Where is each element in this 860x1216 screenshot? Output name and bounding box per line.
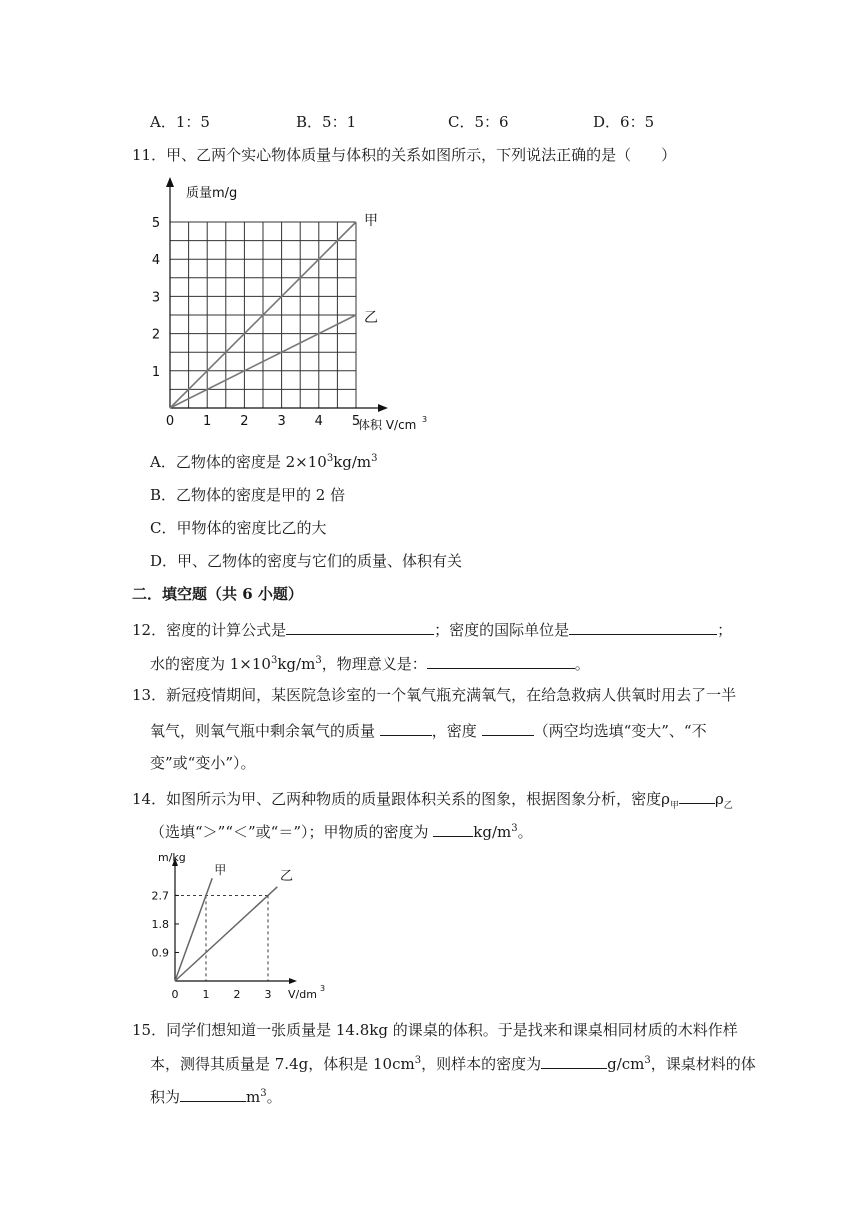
q14-blank-compare[interactable] [679,787,715,804]
q15-line2: 本，测得其质量是 7.4g，体积是 $10cm^3$，则样本的密度为 $g/cm^3$，课桌材料的体 [150,1052,756,1074]
y-axis-arrow [166,177,174,187]
y-tick-label: 3 [151,290,161,306]
q11-option-d: D．甲、乙物体的密度与它们的质量、体积有关 [150,552,463,570]
q10-option-a: A．1：5 [150,113,210,131]
x-tick-label: 2 [240,414,249,429]
series-label-yi: 乙 [280,869,294,884]
q11-stem: 11．甲、乙两个实心物体质量与体积的关系如图所示，下列说法正确的是（ ） [132,146,677,164]
q13-line2: 氧气，则氧气瓶中剩余氧气的质量 ，密度 （两空均选填“变大”、“不 [150,719,707,741]
x-axis-label-sup: 3 [320,984,326,993]
q11-option-c: C．甲物体的密度比乙的大 [150,519,327,537]
q15-blank-density[interactable] [541,1052,607,1069]
q15-line3: 积为 $m^3$。 [150,1085,282,1107]
x-tick-label: 1 [202,988,210,1001]
x-tick-label: 4 [314,414,323,429]
x-tick-label: 5 [351,414,361,429]
q14-chart [140,850,340,1005]
x-axis-label: V/dm [288,988,317,1001]
q11-chart [140,175,428,440]
q13-line3: 变”或“变小”）。 [150,754,256,772]
y-tick-label: 2 [151,327,161,343]
x-axis-arrow [289,978,297,984]
x-tick-label: 3 [264,988,272,1001]
y-tick-label: 1.8 [151,917,169,931]
q15-blank-volume[interactable] [180,1085,246,1102]
q11-labels [152,186,427,432]
q14-series [175,878,277,981]
q12-line1: 12．密度的计算公式是 ；密度的国际单位是 ； [132,618,732,640]
q12-blank-formula[interactable] [286,618,434,635]
y-tick-label: 2.7 [151,889,169,903]
q13-blank-density[interactable] [482,719,534,736]
x-axis-arrow [378,404,388,412]
q12-line2: 水的密度为 $1\times 10^3kg/m^3$，物理意义是： 。 [150,652,590,674]
q13-blank-mass[interactable] [380,719,432,736]
y-tick-label: 0.9 [151,946,169,960]
q10-option-c: C．5：6 [448,113,509,131]
q15-line1: 15．同学们想知道一张质量是 14.8kg 的课桌的体积。于是找来和课桌相同材质的木料作样 [132,1021,738,1039]
x-tick-label: 0 [171,988,179,1001]
q14-blank-density[interactable] [433,820,473,837]
x-axis-label-sup: 3 [422,415,428,424]
y-tick-label: 5 [151,216,161,231]
q10-option-d: D．6：5 [593,113,655,131]
x-tick-label: 0 [165,414,175,429]
x-axis-label: 体积 V/cm [358,418,417,432]
series-line [175,878,212,981]
y-tick-label: 1 [151,364,161,380]
q14-line1: 14．如图所示为甲、乙两种物质的质量跟体积关系的图象，根据图象分析，密度$\rho_甲$ $\rho_乙$ [132,787,733,809]
y-tick-label: 4 [151,253,161,269]
q14-line2: （选填“＞”“＜”或“＝”）；甲物质的密度为 $kg/m^3$。 [150,820,533,842]
series-label-yi: 乙 [364,310,378,326]
y-axis-label: m/kg [158,851,186,864]
series-label-jia: 甲 [214,863,227,877]
series-line [175,887,277,981]
section-title: 二．填空题（共 6 小题） [132,585,303,603]
y-axis-label: 质量m/g [186,186,238,201]
x-tick-label: 1 [203,414,212,429]
q10-option-b: B．5：1 [296,113,357,131]
x-tick-label: 3 [277,414,286,429]
q11-option-a: A．乙物体的密度是 $2\times 10^3kg/m^3$ [150,453,378,471]
x-tick-label: 2 [233,988,241,1001]
q14-axes [172,858,297,984]
q12-blank-meaning[interactable] [427,652,575,669]
q12-blank-unit[interactable] [569,618,717,635]
q11-option-b: B．乙物体的密度是甲的 2 倍 [150,486,346,504]
series-label-jia: 甲 [364,213,378,229]
q11-axes [166,177,388,412]
q13-line1: 13．新冠疫情期间，某医院急诊室的一个氧气瓶充满氧气，在给急救病人供氧时用去了一半 [132,686,737,704]
